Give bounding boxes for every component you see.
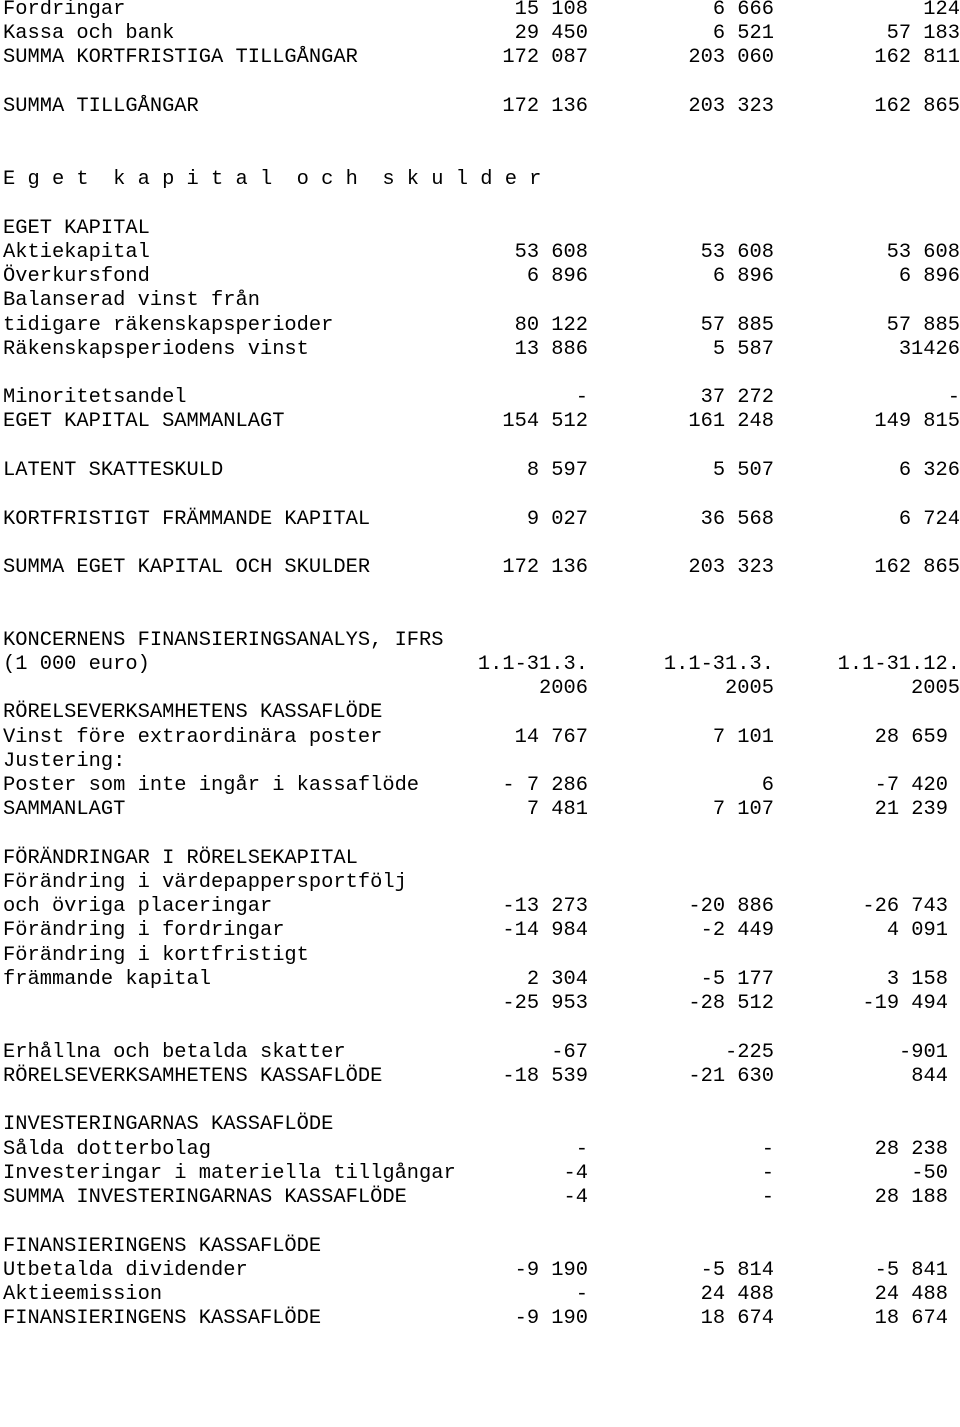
row-label: SUMMA INVESTERINGARNAS KASSAFLÖDE [3, 1186, 407, 1209]
table-row [3, 968, 960, 992]
value-q1-2006: - [575, 1283, 588, 1306]
value-year-2005: 31426 [898, 338, 960, 361]
table-row [3, 0, 960, 22]
value-q1-2005: 24 488 [700, 1283, 774, 1306]
year-header: 2005 [725, 677, 774, 700]
value-year-2005: 844 [911, 1065, 948, 1088]
value-year-2005: - [947, 386, 960, 409]
financing-title: FINANSIERINGENS KASSAFLÖDE [3, 1235, 322, 1258]
table-row [3, 386, 960, 410]
value-q1-2006: 29 450 [514, 22, 588, 45]
section-title [3, 629, 960, 653]
value-q1-2005: 37 272 [700, 386, 774, 409]
table-row [3, 1065, 960, 1089]
value-q1-2006: 8 597 [526, 459, 588, 482]
row-label: främmande kapital [3, 968, 212, 991]
value-q1-2006: - [575, 386, 588, 409]
row-label: SUMMA TILLGÅNGAR [3, 95, 199, 118]
value-q1-2005: -5 177 [700, 968, 774, 991]
value-q1-2005: - [761, 1138, 774, 1161]
table-row [3, 1138, 960, 1162]
row-label: SUMMA EGET KAPITAL OCH SKULDER [3, 556, 371, 579]
value-q1-2006: 14 767 [514, 726, 588, 749]
table-row [3, 895, 960, 919]
value-year-2005: 21 239 [874, 798, 948, 821]
value-q1-2006: -67 [551, 1041, 588, 1064]
row-label: Aktieemission [3, 1283, 163, 1306]
value-q1-2005: -2 449 [700, 919, 774, 942]
table-row [3, 556, 960, 580]
value-q1-2005: 18 674 [700, 1307, 774, 1330]
table-row [3, 750, 960, 774]
row-label: Förändring i värdepappersportfölj [3, 871, 407, 894]
table-row [3, 508, 960, 532]
value-year-2005: 57 885 [886, 314, 960, 337]
investing-title: INVESTERINGARNAS KASSAFLÖDE [3, 1113, 334, 1136]
value-q1-2006: 172 087 [502, 46, 588, 69]
value-year-2005: 28 188 [874, 1186, 948, 1209]
value-year-2005: -26 743 [862, 895, 948, 918]
table-row [3, 944, 960, 968]
value-q1-2005: 203 323 [688, 556, 774, 579]
table-row [3, 871, 960, 895]
row-label: Minoritetsandel [3, 386, 187, 409]
value-year-2005: 24 488 [874, 1283, 948, 1306]
row-label: Överkursfond [3, 265, 150, 288]
period-header: 1.1-31.3. [663, 653, 774, 676]
value-q1-2005: -20 886 [688, 895, 774, 918]
value-q1-2006: -13 273 [502, 895, 588, 918]
value-year-2005: 6 326 [898, 459, 960, 482]
value-year-2005: -901 [899, 1041, 948, 1064]
value-year-2005: -19 494 [862, 992, 948, 1015]
table-row [3, 798, 960, 822]
section-title [3, 701, 960, 725]
value-q1-2005: 53 608 [700, 241, 774, 264]
row-label: Justering: [3, 750, 126, 773]
working-capital-title: FÖRÄNDRINGAR I RÖRELSEKAPITAL [3, 847, 358, 870]
table-row [3, 1162, 960, 1186]
column-header-row [3, 677, 960, 701]
equity-title: EGET KAPITAL [3, 217, 150, 240]
table-row [3, 774, 960, 798]
value-year-2005: 57 183 [886, 22, 960, 45]
row-label: Förändring i kortfristigt [3, 944, 309, 967]
table-row [3, 919, 960, 943]
value-year-2005: 4 091 [886, 919, 948, 942]
value-year-2005: 28 659 [874, 726, 948, 749]
value-q1-2005: -28 512 [688, 992, 774, 1015]
value-q1-2005: 7 107 [712, 798, 774, 821]
value-year-2005: 162 865 [874, 95, 960, 118]
value-q1-2006: -9 190 [514, 1307, 588, 1330]
row-label: Investeringar i materiella tillgångar [3, 1162, 456, 1185]
value-year-2005: 162 811 [874, 46, 960, 69]
table-row [3, 241, 960, 265]
value-q1-2006: 2 304 [526, 968, 588, 991]
value-q1-2005: 36 568 [700, 508, 774, 531]
table-row [3, 314, 960, 338]
value-q1-2006: - [575, 1138, 588, 1161]
value-year-2005: -5 841 [874, 1259, 948, 1282]
value-q1-2006: 80 122 [514, 314, 588, 337]
period-header: 1.1-31.3. [477, 653, 588, 676]
value-q1-2005: - [761, 1162, 774, 1185]
value-q1-2005: 6 666 [712, 0, 774, 21]
row-label: Aktiekapital [3, 241, 150, 264]
value-year-2005: 149 815 [874, 410, 960, 433]
value-q1-2006: 172 136 [502, 95, 588, 118]
value-year-2005: 162 865 [874, 556, 960, 579]
row-label: SUMMA KORTFRISTIGA TILLGÅNGAR [3, 46, 358, 69]
row-label: Vinst före extraordinära poster [3, 726, 383, 749]
value-year-2005: 6 724 [898, 508, 960, 531]
table-row [3, 1186, 960, 1210]
table-row [3, 338, 960, 362]
table-row [3, 1041, 960, 1065]
period-header: 1.1-31.12. [837, 653, 960, 676]
value-q1-2005: 57 885 [700, 314, 774, 337]
value-q1-2005: 6 [761, 774, 774, 797]
table-row [3, 726, 960, 750]
value-q1-2005: -21 630 [688, 1065, 774, 1088]
value-year-2005: 3 158 [886, 968, 948, 991]
row-label: RÖRELSEVERKSAMHETENS KASSAFLÖDE [3, 1065, 383, 1088]
value-q1-2005: -5 814 [700, 1259, 774, 1282]
row-label: Utbetalda dividender [3, 1259, 248, 1282]
value-year-2005: -7 420 [874, 774, 948, 797]
value-year-2005: 124 [923, 0, 960, 21]
row-label: KORTFRISTIGT FRÄMMANDE KAPITAL [3, 508, 371, 531]
value-q1-2006: 154 512 [502, 410, 588, 433]
value-q1-2005: 5 587 [712, 338, 774, 361]
row-label: Kassa och bank [3, 22, 175, 45]
section-title [3, 1113, 960, 1137]
year-header: 2005 [911, 677, 960, 700]
value-year-2005: 18 674 [874, 1307, 948, 1330]
table-row [3, 1307, 960, 1331]
table-row [3, 289, 960, 313]
column-header-row [3, 653, 960, 677]
value-q1-2005: 203 323 [688, 95, 774, 118]
value-q1-2006: 53 608 [514, 241, 588, 264]
row-label: SAMMANLAGT [3, 798, 126, 821]
table-row [3, 459, 960, 483]
value-q1-2005: - [761, 1186, 774, 1209]
value-year-2005: 28 238 [874, 1138, 948, 1161]
value-q1-2006: 15 108 [514, 0, 588, 21]
row-label: och övriga placeringar [3, 895, 273, 918]
value-q1-2005: 5 507 [712, 459, 774, 482]
value-q1-2006: -4 [563, 1186, 588, 1209]
row-label: FINANSIERINGENS KASSAFLÖDE [3, 1307, 322, 1330]
table-row [3, 1283, 960, 1307]
row-label: Räkenskapsperiodens vinst [3, 338, 309, 361]
row-label: LATENT SKATTESKULD [3, 459, 224, 482]
equity-and-liabilities-heading: E g e t k a p i t a l o c h s k u l d e r [3, 168, 542, 191]
value-q1-2006: 7 481 [526, 798, 588, 821]
value-q1-2006: -14 984 [502, 919, 588, 942]
row-label: Sålda dotterbolag [3, 1138, 212, 1161]
table-row [3, 410, 960, 434]
row-label: tidigare räkenskapsperioder [3, 314, 334, 337]
table-row [3, 1259, 960, 1283]
value-q1-2005: 6 896 [712, 265, 774, 288]
value-year-2005: 53 608 [886, 241, 960, 264]
row-label: Förändring i fordringar [3, 919, 285, 942]
cashflow-title: KONCERNENS FINANSIERINGSANALYS, IFRS [3, 629, 444, 652]
table-row [3, 22, 960, 46]
row-label: Fordringar [3, 0, 126, 21]
table-row [3, 265, 960, 289]
value-q1-2006: -4 [563, 1162, 588, 1185]
section-heading [3, 168, 960, 192]
operating-title: RÖRELSEVERKSAMHETENS KASSAFLÖDE [3, 701, 383, 724]
section-title [3, 847, 960, 871]
value-q1-2006: -9 190 [514, 1259, 588, 1282]
section-title [3, 217, 960, 241]
value-q1-2005: 161 248 [688, 410, 774, 433]
section-title [3, 1235, 960, 1259]
row-label: EGET KAPITAL SAMMANLAGT [3, 410, 285, 433]
value-q1-2006: 172 136 [502, 556, 588, 579]
value-q1-2006: -25 953 [502, 992, 588, 1015]
value-q1-2005: 7 101 [712, 726, 774, 749]
row-label: Erhållna och betalda skatter [3, 1041, 346, 1064]
value-q1-2005: 203 060 [688, 46, 774, 69]
value-q1-2005: -225 [725, 1041, 774, 1064]
table-row [3, 992, 960, 1016]
row-label: Balanserad vinst från [3, 289, 260, 312]
table-row [3, 46, 960, 70]
value-q1-2006: - 7 286 [502, 774, 588, 797]
value-q1-2006: 13 886 [514, 338, 588, 361]
value-q1-2006: -18 539 [502, 1065, 588, 1088]
value-year-2005: -50 [911, 1162, 948, 1185]
value-q1-2005: 6 521 [712, 22, 774, 45]
value-year-2005: 6 896 [898, 265, 960, 288]
value-q1-2006: 6 896 [526, 265, 588, 288]
table-row [3, 95, 960, 119]
year-header: 2006 [539, 677, 588, 700]
row-label: Poster som inte ingår i kassaflöde [3, 774, 420, 797]
value-q1-2006: 9 027 [526, 508, 588, 531]
unit-label: (1 000 euro) [3, 653, 150, 676]
